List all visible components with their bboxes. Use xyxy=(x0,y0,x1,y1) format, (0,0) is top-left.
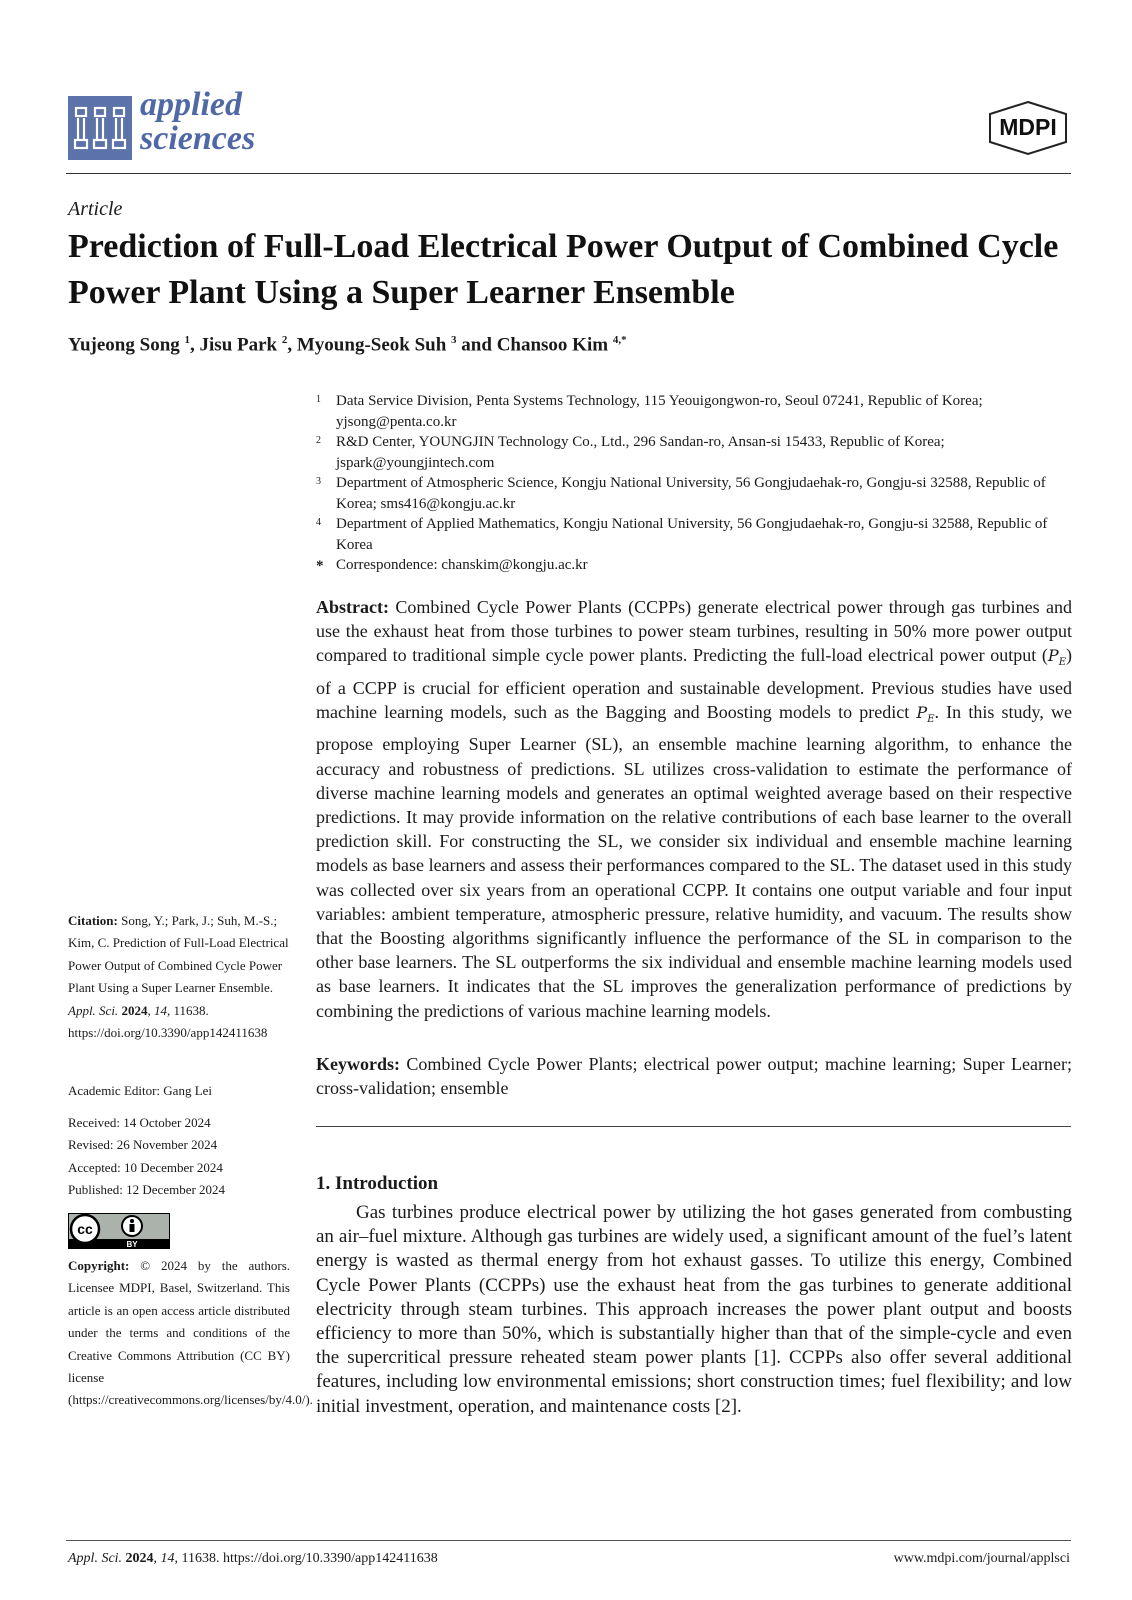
affiliation-text: Department of Atmospheric Science, Kongju National University, 56 Gongjudaehak-ro, Gongju-si 32588, Republic of Korea; sms416@kongju.ac.kr xyxy=(336,475,1046,512)
affiliation-number: 3 xyxy=(316,476,321,487)
author-name: Myoung-Seok Suh xyxy=(296,334,447,356)
affiliation-number: 2 xyxy=(316,435,321,446)
copyright-block xyxy=(68,1255,313,1412)
header-divider xyxy=(66,173,1071,174)
accepted-date: Accepted: 10 December 2024 xyxy=(68,1159,223,1175)
academic-editor: Academic Editor: Gang Lei xyxy=(68,1083,213,1098)
date-list xyxy=(68,1112,290,1202)
revised-date: Revised: 26 November 2024 xyxy=(68,1137,218,1153)
keywords-text: Combined Cycle Power Plants; electrical power output; machine learning; Super Learner; cross-validation; ensemble xyxy=(316,1054,1072,1099)
author-affiliation-mark: 4,* xyxy=(612,334,627,346)
abstract-label: Abstract: xyxy=(316,597,389,617)
keywords xyxy=(316,1052,1072,1100)
affiliation-number: 4 xyxy=(316,517,321,528)
journal-columns-icon xyxy=(68,96,132,160)
author-list xyxy=(68,334,627,356)
copyright-text: © 2024 by the authors. Licensee MDPI, Basel, Switzerland. This article is an open access article distributed under the terms and conditions of the Creative Commons Attribution (CC BY) license (https://creativecommons.org/licenses/by/4.0/). xyxy=(68,1258,313,1408)
footer-doi[interactable]: , 11638. https://doi.org/10.3390/app142411638 xyxy=(174,1551,438,1566)
footer-divider xyxy=(66,1540,1071,1541)
section-heading: 1. Introduction xyxy=(316,1173,439,1194)
affiliation-item xyxy=(316,432,1076,473)
abstract-text-part1: Combined Cycle Power Plants (CCPPs) generate electrical power through gas turbines and use the exhaust heat from those turbines to power steam turbines, resulting in 50% more power output compared to traditional simple cycle power plants. Predicting the full-load electrical power output ( xyxy=(316,597,1072,666)
citation-year: 2024 xyxy=(121,1002,148,1018)
publisher-name: MDPI xyxy=(999,114,1057,140)
license-badge-text: BY xyxy=(126,1240,138,1249)
published-date: Published: 12 December 2024 xyxy=(68,1182,226,1198)
footer-citation: Appl. Sci. 2024, 14, 11638. https://doi.org/10.3390/app142411638 xyxy=(68,1551,438,1566)
received-date: Received: 14 October 2024 xyxy=(68,1115,211,1130)
author-name: Jisu Park xyxy=(199,334,278,356)
author-name: Yujeong Song xyxy=(68,334,180,356)
journal-name xyxy=(140,88,255,156)
affiliation-number: 1 xyxy=(316,394,321,405)
correspondence-text: Correspondence: chanskim@kongju.ac.kr xyxy=(336,557,588,573)
citation-doi[interactable]: , 11638. https://doi.org/10.3390/app142411638 xyxy=(68,1002,268,1041)
power-output-symbol: $P_E$ xyxy=(916,703,935,726)
section-divider xyxy=(316,1126,1071,1127)
svg-text:cc: cc xyxy=(77,1221,93,1237)
author-affiliation-mark: 2 xyxy=(281,334,288,346)
journal-name-line2: sciences xyxy=(140,120,256,157)
citation-volume: 14 xyxy=(153,1002,167,1018)
citation-text: Song, Y.; Park, J.; Suh, M.-S.; Kim, C. Prediction of Full-Load Electrical Power Output of Combined Cycle Power Plant Using a Super Learner Ensemble. xyxy=(68,913,289,996)
citation-block: Citation: Song, Y.; Park, J.; Suh, M.-S.; Kim, C. Prediction of Full-Load Electrical Power Output of Combined Cycle Power Plant Using a Super Learner Ensemble. Appl. Sci. 2024, 14, 11638. https://doi.org/10.3390/app142411638 xyxy=(68,913,289,1041)
affiliation-item xyxy=(316,391,1076,432)
copyright-label: Copyright: xyxy=(68,1258,130,1273)
affiliation-text: Data Service Division, Penta Systems Technology, 115 Yeouigongwon-ro, Seoul 07241, Republic of Korea; yjsong@penta.co.kr xyxy=(336,393,983,430)
article-type: Article xyxy=(68,198,123,220)
author-separator: , xyxy=(287,334,297,356)
correspondence-item xyxy=(316,555,1076,577)
affiliation-item xyxy=(316,473,1076,514)
affiliation-text: R&D Center, YOUNGJIN Technology Co., Ltd., 296 Sandan-ro, Ansan-si 15433, Republic of Korea; jspark@youngjintech.com xyxy=(336,434,945,471)
author-name: Chansoo Kim xyxy=(496,334,609,356)
author-separator: and xyxy=(456,334,497,356)
abstract xyxy=(316,595,1072,1023)
abstract-text-part2: ) of a CCPP is crucial for efficient operation and sustainable development. Previous studies have used machine learning models, such as the Bagging and Boosting models to predict xyxy=(316,645,1072,722)
author-affiliation-mark: 1 xyxy=(184,334,191,346)
footer-volume: 14 xyxy=(160,1551,175,1566)
citation-journal: Appl. Sci. xyxy=(68,1002,119,1018)
abstract-text-part3: . In this study, we propose employing Super Learner (SL), an ensemble machine learning algorithm, to enhance the accuracy and robustness of predictions. SL utilizes cross-validation to estimate the performance of diverse machine learning models and generates an optimal weighted average based on their respective predictions. It may provide information on the relative contributions of each base learner to the overall prediction skill. For constructing the SL, we consider six individual and ensemble machine learning models as base learners and assess their performances compared to the SL. The dataset used in this study was collected over six years from an operational CCPP. It contains one output variable and four input variables: ambient temperature, atmospheric pressure, relative humidity, and vacuum. The results show that the Boosting algorithms significantly influence the performance of the SL in comparison to the other base learners. The SL outperforms the six individual and ensemble machine learning models used as base learners. It indicates that the SL improves the generalization performance of predictions by combining the predictions of various machine learning models. xyxy=(316,702,1073,1021)
mdpi-hexagon-icon xyxy=(986,100,1070,156)
affiliation-text: Department of Applied Mathematics, Kongju National University, 56 Gongjudaehak-ro, Gongju-si 32588, Republic of Korea xyxy=(336,516,1048,553)
journal-name-line1: applied xyxy=(140,86,242,123)
footer-year: 2024 xyxy=(125,1551,154,1566)
author-separator: , xyxy=(190,334,200,356)
footer-journal: Appl. Sci. xyxy=(68,1551,123,1566)
correspondence-mark: * xyxy=(316,558,324,574)
author-affiliation-mark: 3 xyxy=(451,334,457,346)
cc-by-icon[interactable] xyxy=(68,1213,170,1249)
keywords-label: Keywords: xyxy=(316,1054,400,1074)
power-output-symbol: $P_E$ xyxy=(1047,646,1066,669)
introduction-paragraph: Gas turbines produce electrical power by utilizing the hot gases generated from combusting an air–fuel mixture. Although gas turbines are widely used, a significant amount of the fuel’s latent energy is wasted as thermal energy from hot exhaust gasses. To utilize this energy, Combined Cycle Power Plants (CCPPs) use the exhaust heat from the gas turbines to generate additional electricity through steam turbines. This approach increases the power plant output and boosts efficiency to more than 50%, which is substantially higher than that of the simple-cycle and even the supercritical pressure reheated steam power plants [1]. CCPPs also offer several additional features, including low environmental emissions; short construction times; fuel flexibility; and low initial investment, operation, and maintenance costs [2]. xyxy=(316,1202,1072,1417)
affiliation-list xyxy=(316,391,1076,577)
article-title: Prediction of Full-Load Electrical Power Output of Combined Cycle Power Plant Using a Super Learner Ensemble xyxy=(68,228,1059,311)
affiliation-item xyxy=(316,514,1076,555)
citation-label: Citation: xyxy=(68,913,118,928)
journal-url-link[interactable]: www.mdpi.com/journal/applsci xyxy=(893,1551,1070,1566)
